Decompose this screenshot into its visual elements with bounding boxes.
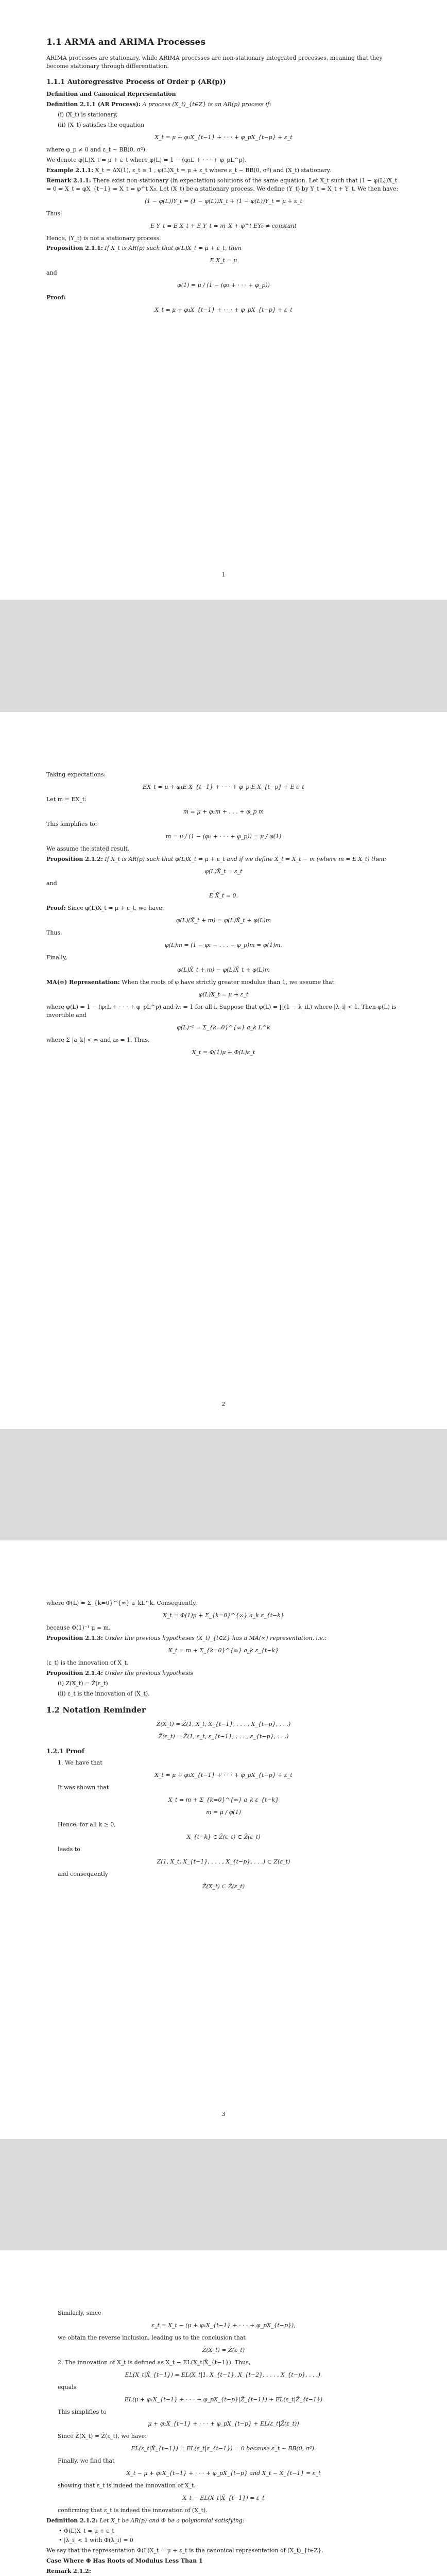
equation: Z̄(X_t) = Z̄(1, X_t, X_{t−1}, . . . , X_{t−p}, . . .) <box>156 1721 291 1728</box>
equation: EL(ε_t|X̄_{t−1}) = EL(ε_t|ε_{t−1}) = 0 because ε_t ∼ BB(0, σ²). <box>131 2445 316 2452</box>
paragraph: equals <box>58 2383 77 2391</box>
paragraph: It was shown that <box>58 1784 109 1791</box>
paragraph: confirming that ε_t is indeed the innovation of (X_t). <box>58 2507 208 2514</box>
bullet-text: |λ_i| < 1 with Φ(λ_i) = 0 <box>64 2536 133 2544</box>
paragraph: Thus, <box>46 929 62 937</box>
equation: φ(L)⁻¹ = Σ_{k=0}^{∞} a_k L^k <box>177 1024 270 1031</box>
equation: X_t = Φ(1)μ + Σ_{k=0}^{∞} a_k ε_{t−k} <box>163 1612 284 1619</box>
paragraph: Finally, we find that <box>58 2458 115 2465</box>
equation: ε_t = X_t − (μ + φ₁X_{t−1} + · · · + φ_pX_{t−p}), <box>151 2321 296 2329</box>
paragraph: (ε_t) is the innovation of X_t. <box>46 1659 129 1666</box>
ma-paragraph <box>46 978 401 987</box>
paragraph: We denote φ(L)X_t = μ + ε_t where φ(L) = 1 − (φ₁L + · · · + φ_pL^p). <box>46 156 247 163</box>
paragraph: and <box>46 880 57 887</box>
page-4 <box>0 2250 447 2576</box>
paragraph: Hence, (Y_t) is not a stationary process. <box>46 234 161 242</box>
proof-paragraph <box>46 904 401 912</box>
list-item: (ii) (X_t) satisfies the equation <box>58 122 145 129</box>
paragraph: where φ_p ≠ 0 and ε_t ∼ BB(0, σ²). <box>46 146 147 154</box>
equation: X_t = μ + φ₁X_{t−1} + · · · + φ_pX_{t−p} + ε_t <box>154 307 293 314</box>
bullet-text: Φ(L)X_t = μ + ε_t <box>64 2527 114 2534</box>
equation: Z̄(ε_t) = Z̄(1, ε_t, ε_{t−1}, . . . , ε_{t−p}, . . .) <box>158 1733 289 1740</box>
section-title: 1.2 Notation Reminder <box>46 1705 146 1715</box>
proof-label: Proof: <box>46 905 66 912</box>
equation: φ(L)X̃_t + m) − φ(L)X̃_t + φ(L)m <box>177 967 270 973</box>
paragraph: Taking expectations: <box>46 771 106 778</box>
paragraph: and consequently <box>58 1870 109 1877</box>
paragraph: Finally, <box>46 954 67 961</box>
equation: X_t = Φ(1)μ + Φ(L)ε_t <box>192 1048 255 1056</box>
equation: X_t − μ + φ₁X_{t−1} + · · · + φ_pX_{t−p} and X_t − X_{t−1} = ε_t <box>126 2470 321 2477</box>
remark-label: Remark 2.1.2: <box>46 2567 91 2574</box>
proposition-text: Under the previous hypotheses (X_t)_{t∈Z} has a MA(∞) representation, i.e.: <box>105 1634 327 1641</box>
paragraph: We assume the stated result. <box>46 845 130 852</box>
paragraph: we obtain the reverse inclusion, leading us to the conclusion that <box>58 2334 246 2341</box>
paragraph: where φ(L) = 1 − (φ₁L + · · · + φ_pL^p) and λ₁ = 1 for all i. Suppose that φ(L) = ∏(1 − λ_iL) where |λ_i| < 1. Then φ(L) is invertible and <box>46 1003 397 1019</box>
paragraph: Hence, for all k ≥ 0, <box>58 1821 116 1828</box>
definition-text: A process (X_t)_{t∈Z} is an AR(p) process if: <box>142 101 271 108</box>
proposition-paragraph <box>46 855 401 863</box>
ma-text: When the roots of φ have strictly greater modulus than 1, we assume that <box>122 978 335 986</box>
proposition-text: Under the previous hypothesis <box>105 1669 193 1676</box>
list-item: (i) (X_t) is stationary, <box>58 111 118 118</box>
page-number: 1 <box>221 571 226 579</box>
equation: φ(L)m = (1 − φ₁ − . . . − φ_p)m = φ(1)m. <box>164 942 283 949</box>
proposition-label: Proposition 2.1.1: <box>46 245 103 252</box>
equation: E Y_t = E X_t + E Y_t = m_X + φ^t EY₀ ≠ constant <box>150 222 297 229</box>
remark-label: Remark 2.1.1: <box>46 177 91 184</box>
subsection-title: 1.1.1 Autoregressive Process of Order p (AR(p)) <box>46 78 226 86</box>
intro-paragraph: ARIMA processes are stationary, while ARIMA processes are non-stationary integrated processes, meaning that they become stationary through differentiation. <box>46 54 383 70</box>
equation: X_t − EL(X_t|X̄_{t−1}) = ε_t <box>182 2495 265 2502</box>
bullet-item: • Φ(L)X_t = μ + ε_t <box>59 2527 114 2534</box>
proof-text: Since φ(L)X_t = μ + ε_t, we have: <box>67 905 164 912</box>
equation: φ(L)X̃_t = ε_t <box>204 868 243 875</box>
page-number: 2 <box>221 1401 226 1408</box>
definition-label: Definition 2.1.1 (AR Process): <box>46 101 141 108</box>
bullet-item: • |λ_i| < 1 with Φ(λ_i) = 0 <box>59 2536 133 2544</box>
paragraph: Let m = EX_t: <box>46 795 87 803</box>
list-item: 1. We have that <box>58 1759 102 1767</box>
proposition-label: Proposition 2.1.4: <box>46 1669 103 1676</box>
ma-label: MA(∞) Representation: <box>46 978 120 986</box>
page-number: 3 <box>221 2111 226 2118</box>
equation: X_{t−k} ∈ Z̄(ε_t) ⊂ Z̄(ε_t) <box>186 1834 261 1841</box>
equation: EX_t = μ + φ₁E X_{t−1} + · · · + φ_p E X_{t−p} + E ε_t <box>143 783 304 790</box>
section-title: 1.1 ARMA and ARIMA Processes <box>46 37 205 47</box>
paragraph: because Φ(1)⁻¹ μ = m. <box>46 1624 111 1631</box>
proposition-label: Proposition 2.1.3: <box>46 1634 103 1641</box>
paragraph: Similarly, since <box>58 2310 101 2316</box>
proposition-paragraph <box>46 244 401 252</box>
equation: Z(1, X_t, X_{t−1}, . . . , X_{t−p}, . . .) ⊂ Z(ε_t) <box>157 1858 290 1865</box>
paragraph: We say that the representation Φ(L)X_t = μ + ε_t is the canonical representation of (X_t)_{t∈Z}. <box>46 2547 323 2554</box>
proposition-text: If X_t is AR(p) such that φ(L)X_t = μ + ε_t and if we define X̃_t = X_t − m (where m = E X_t) then: <box>105 855 386 862</box>
equation: E X̃_t = 0. <box>209 892 238 900</box>
example-label: Example 2.1.1: <box>46 166 94 174</box>
proposition-paragraph <box>46 1634 401 1642</box>
definition-label: Definition 2.1.2: <box>46 2517 98 2524</box>
paragraph: where Φ(L) = Σ_{k=0}^{∞} a_kL^k. Consequently, <box>46 1600 197 1606</box>
example-text: X_t = ΔX(1), ε_t ≥ 1 , φ(L)X_t = μ + ε_t where ε_t ∼ BB(0, σ²) and (X_t) stationary. <box>95 166 331 174</box>
proposition-label: Proposition 2.1.2: <box>46 855 103 862</box>
equation: X_t = μ + φ₁X_{t−1} + · · · + φ_pX_{t−p} + ε_t <box>154 134 293 141</box>
remark-paragraph <box>46 177 401 193</box>
equation: EL(X_t|X̄_{t−1}) = EL(X_t|1, X_{t−1}, X_{t−2}, . . . , X_{t−p}, . . .). <box>125 2371 322 2378</box>
equation: m = μ + φ₁m + . . . + φ_p m <box>183 808 264 815</box>
equation: X_t = μ + φ₁X_{t−1} + · · · + φ_pX_{t−p} + ε_t <box>154 1772 293 1779</box>
page-2 <box>0 712 447 1429</box>
equation: m = μ / (1 − (φ₁ + · · · + φ_p)) = μ / φ(1) <box>165 833 282 840</box>
paragraph: showing that ε_t is indeed the innovation of X_t. <box>58 2482 196 2489</box>
list-item: (ii) ε_t is the innovation of (X_t). <box>58 1690 150 1697</box>
definition-paragraph <box>46 2517 401 2525</box>
proposition-text: If X_t is AR(p) such that φ(L)X_t = μ + ε_t, then <box>105 245 242 252</box>
page-3 <box>0 1540 447 2139</box>
equation: φ(L)X_t = μ + ε_t <box>198 991 249 998</box>
subsection-title: 1.2.1 Proof <box>46 1748 85 1755</box>
equation: Z̄(X_t) = Z̄(ε_t) <box>202 2346 245 2353</box>
equation: φ(L)(X̃_t + m) = φ(L)X̃_t + φ(L)m <box>176 917 271 924</box>
paragraph: Thus: <box>46 210 62 217</box>
page-1 <box>0 0 447 600</box>
list-item: 2. The innovation of X_t is defined as X_t − EL(X_t|X̄_{t−1}). Thus, <box>58 2359 251 2366</box>
paragraph: This simplifies to <box>58 2408 107 2415</box>
proposition-paragraph <box>46 1669 401 1677</box>
definition-heading: Definition and Canonical Representation <box>46 91 176 98</box>
equation: Z̄(X_t) ⊂ Z̄(ε_t) <box>202 1883 245 1890</box>
list-item: (i) Z(X_t) = Z̄(ε_t) <box>58 1680 108 1687</box>
definition-paragraph <box>46 100 401 109</box>
equation: m = μ / φ(1) <box>206 1809 241 1816</box>
paragraph: This simplifies to: <box>46 820 97 827</box>
paragraph: leads to <box>58 1846 80 1853</box>
example-paragraph <box>46 166 401 175</box>
equation: (1 − φ(L))Y_t = (1 − φ(L))X_t + (1 − φ(L))Y_t = μ + ε_t <box>144 197 303 205</box>
case-heading: Case Where Φ Has Roots of Modulus Less Than 1 <box>46 2557 203 2564</box>
paragraph: Since Z̄(X_t) = Z̄(ε_t), we have: <box>58 2433 147 2440</box>
equation: μ + φ₁X_{t−1} + · · · + φ_pX_{t−p} + EL(ε_t|Z̄(ε_t)) <box>148 2420 299 2428</box>
remark-text: There exist non-stationary (in expectation) solutions of the same equation. Let X_t such that (1 − φ(L))X_t = 0 ⇒ X_t = φX_{t−1} ⇒ X_t = φ^t X₀. Let (X_t) be a stationary process. We define (Y_t) by Y_t = X_t + Y_t. We then have: <box>46 177 399 192</box>
equation: X_t = m + Σ_{k=0}^{∞} a_k ε_{t−k} <box>168 1797 279 1804</box>
equation: φ(1) = μ / (1 − (φ₁ + · · · + φ_p)) <box>177 282 270 289</box>
paragraph: and <box>46 269 57 277</box>
paragraph: where Σ |a_k| < ∞ and a₀ = 1. Thus, <box>46 1036 150 1043</box>
equation: X_t = m + Σ_{k=0}^{∞} a_k ε_{t−k} <box>168 1647 279 1654</box>
definition-text: Let X_t be AR(p) and Φ be a polynomial satisfying: <box>99 2517 245 2524</box>
equation: EL(μ + φ₁X_{t−1} + · · · + φ_pX_{t−p}|Z̄_{t−1}) + EL(ε_t|Z̄_{t−1}) <box>124 2396 323 2403</box>
equation: E X_t = μ <box>210 257 237 264</box>
proof-label: Proof: <box>46 294 66 301</box>
